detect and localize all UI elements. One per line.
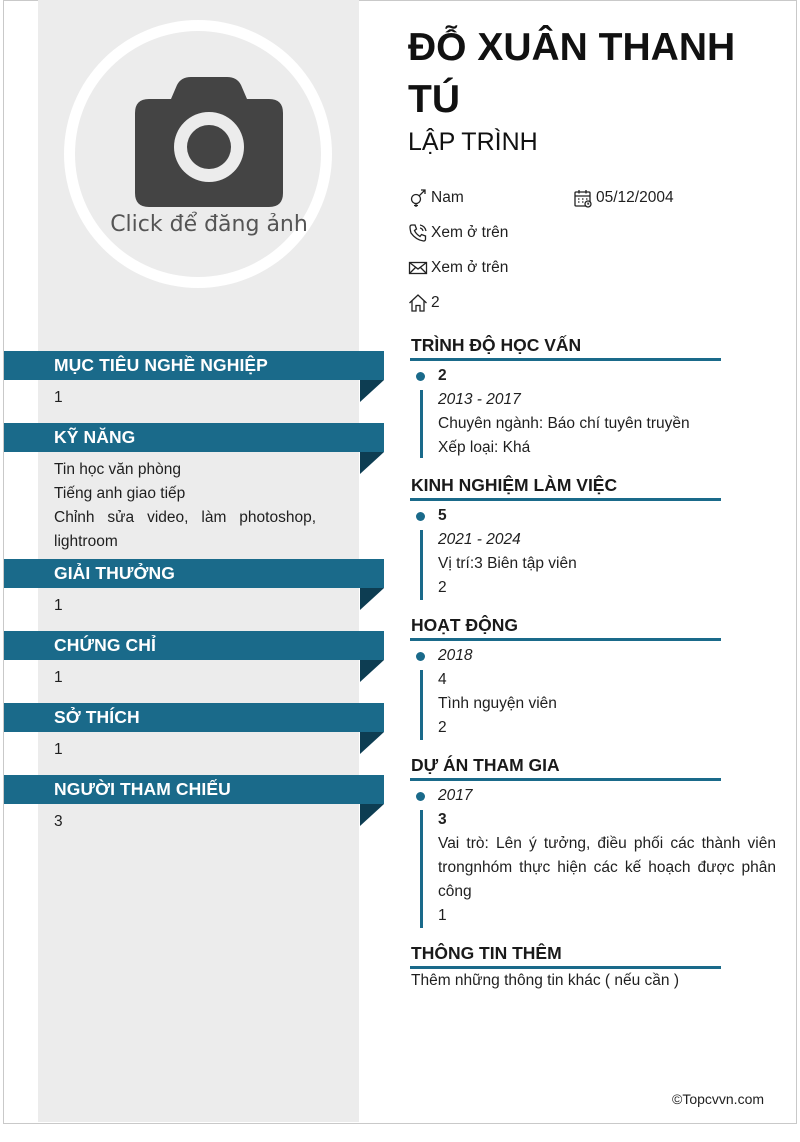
ribbon-fold	[360, 660, 384, 682]
skill-item: Chỉnh sửa video, làm photoshop, lightroom	[54, 509, 316, 550]
section-title-awards: GIẢI THƯỞNG	[4, 559, 384, 588]
activity-organization: 4	[438, 671, 447, 688]
section-title-skills: KỸ NĂNG	[4, 423, 384, 452]
education-grade: Xếp loại: Khá	[438, 439, 531, 456]
project-name: 3	[438, 811, 447, 828]
skills-list	[54, 458, 316, 554]
section-title-projects: DỰ ÁN THAM GIA	[410, 752, 721, 781]
address-row	[408, 293, 440, 313]
project-description: 1	[438, 907, 447, 924]
gender-value: Nam	[431, 189, 464, 206]
timeline-dot	[416, 652, 425, 661]
references-line: 3	[54, 813, 63, 830]
activity-role: Tình nguyện viên	[438, 695, 557, 712]
awards-text	[54, 594, 316, 618]
references-text	[54, 810, 316, 834]
section-title-activities: HOẠT ĐỘNG	[410, 612, 721, 641]
ribbon-fold	[360, 732, 384, 754]
job-title: LẬP TRÌNH	[408, 128, 538, 156]
section-title-education: TRÌNH ĐỘ HỌC VẤN	[410, 332, 721, 361]
career-goal-text	[54, 386, 316, 410]
hobbies-text	[54, 738, 316, 762]
ribbon-fold	[360, 588, 384, 610]
ribbon-fold	[360, 380, 384, 402]
ribbon-fold	[360, 804, 384, 826]
candidate-name: ĐỖ XUÂN THANH TÚ	[408, 26, 736, 121]
section-title-certificates: CHỨNG CHỈ	[4, 631, 384, 660]
skill-item: Tin học văn phòng	[54, 461, 181, 478]
activity-entry	[420, 644, 776, 740]
project-year: 2017	[438, 787, 473, 804]
copyright-footer: ©Topcvvn.com	[672, 1091, 765, 1107]
ribbon-fold	[360, 452, 384, 474]
section-title-hobbies: SỞ THÍCH	[4, 703, 384, 732]
activity-description: 2	[438, 719, 447, 736]
birthday-row	[573, 188, 674, 208]
education-period: 2013 - 2017	[438, 391, 521, 408]
experience-period: 2021 - 2024	[438, 531, 521, 548]
phone-value: Xem ở trên	[431, 224, 509, 241]
gender-icon	[408, 188, 428, 208]
section-title-references: NGƯỜI THAM CHIẾU	[4, 775, 384, 804]
project-role: Vai trò: Lên ý tưởng, điều phối các thành viên trongnhóm thực hiện các kế hoạch được phân công	[438, 835, 776, 900]
timeline-dot	[416, 372, 425, 381]
avatar-placeholder[interactable]	[75, 31, 321, 277]
education-entry	[420, 364, 776, 460]
career-goal-line: 1	[54, 389, 63, 406]
timeline-line	[420, 530, 423, 600]
school-name: 2	[438, 367, 447, 384]
gender-row	[408, 188, 464, 208]
avatar-upload[interactable]	[64, 20, 332, 288]
section-title-experience: KINH NGHIỆM LÀM VIỆC	[410, 472, 721, 501]
timeline-line	[420, 390, 423, 458]
experience-description: 2	[438, 579, 447, 596]
phone-icon	[408, 223, 428, 243]
certificates-text	[54, 666, 316, 690]
certificates-line: 1	[54, 669, 63, 686]
timeline-line	[420, 810, 423, 928]
avatar-upload-label[interactable]: Click để đăng ảnh	[110, 212, 308, 237]
experience-position: Vị trí:3 Biên tập viên	[438, 555, 577, 572]
camera-icon	[135, 77, 283, 207]
extra-info-text: Thêm những thông tin khác ( nếu cần )	[411, 972, 680, 989]
section-title-extra-info: THÔNG TIN THÊM	[410, 940, 721, 969]
email-value: Xem ở trên	[431, 259, 509, 276]
education-major: Chuyên ngành: Báo chí tuyên truyền	[438, 415, 690, 432]
timeline-dot	[416, 792, 425, 801]
email-row	[408, 258, 508, 278]
mail-icon	[408, 258, 428, 278]
activity-year: 2018	[438, 647, 473, 664]
section-title-career-goal: MỤC TIÊU NGHỀ NGHIỆP	[4, 351, 384, 380]
address-value: 2	[431, 294, 440, 311]
birthday-value: 05/12/2004	[596, 189, 674, 206]
company-name: 5	[438, 507, 447, 524]
phone-row	[408, 223, 508, 243]
timeline-line	[420, 670, 423, 740]
hobbies-line: 1	[54, 741, 63, 758]
home-icon	[408, 293, 428, 313]
experience-entry	[420, 504, 776, 600]
skill-item: Tiếng anh giao tiếp	[54, 485, 186, 502]
awards-line: 1	[54, 597, 63, 614]
calendar-icon	[573, 188, 593, 208]
project-entry	[420, 784, 776, 928]
timeline-dot	[416, 512, 425, 521]
